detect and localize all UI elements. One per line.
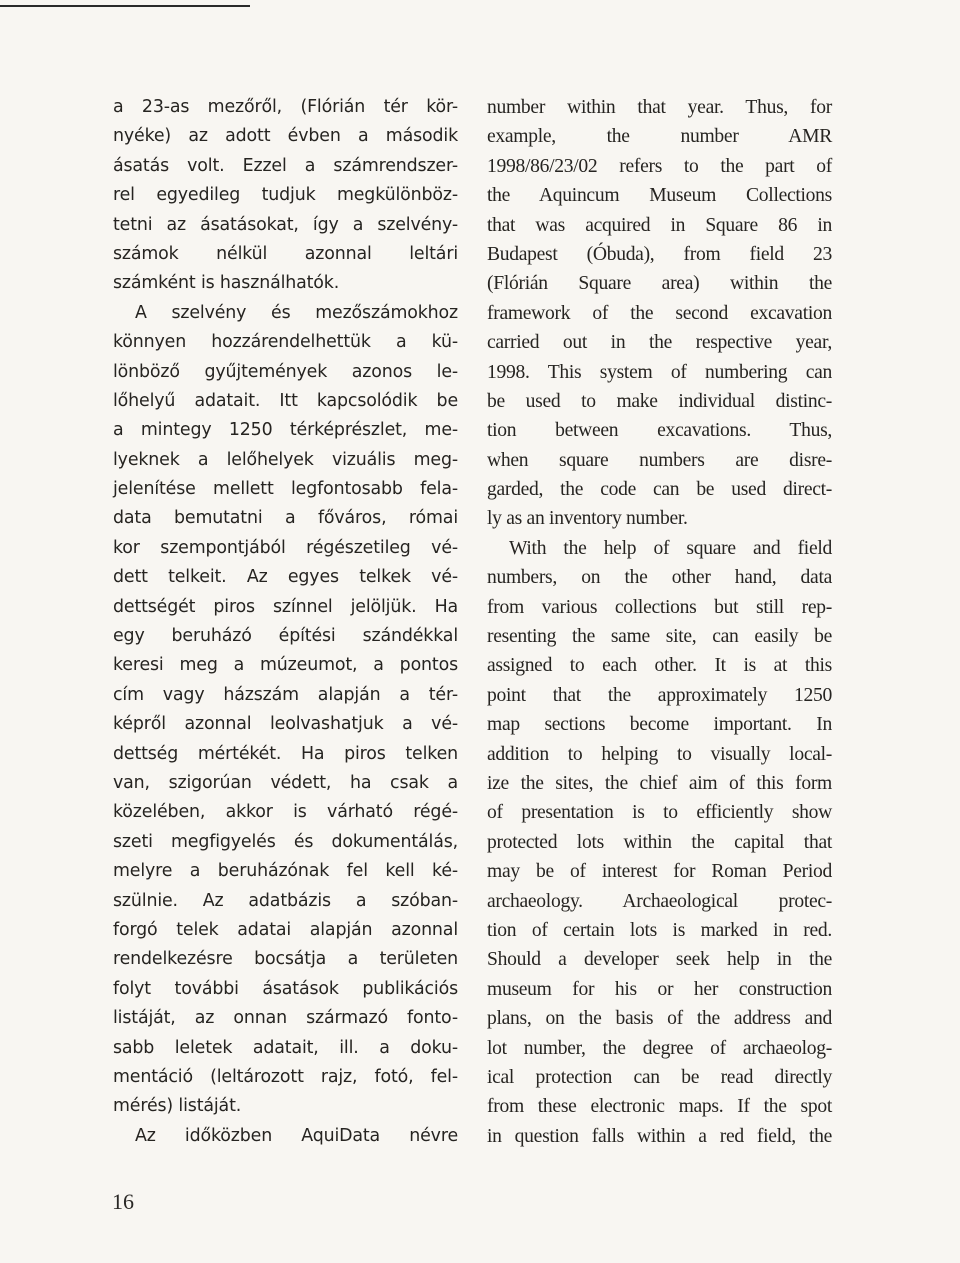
text-line: ásatás volt. Ezzel a számrendszer-	[113, 155, 458, 176]
text-line: map sections become important. In	[487, 714, 832, 736]
text-line: dettség mértékét. Ha piros telken	[113, 743, 458, 764]
hungarian-text-column	[113, 93, 458, 1151]
text-line: ize the sites, the chief aim of this form	[487, 772, 832, 794]
text-line: from these electronic maps. If the spot	[487, 1096, 832, 1118]
english-text-column	[487, 93, 832, 1151]
text-line: szülnie. Az adatbázis a szóban-	[113, 890, 458, 911]
text-line: resenting the same site, can easily be	[487, 626, 832, 648]
text-line: szeti megfigyelés és dokumentálás,	[113, 831, 458, 852]
text-line: mentáció (leltározott rajz, fotó, fel-	[113, 1066, 458, 1087]
text-line: in question falls within a red field, the	[487, 1125, 832, 1147]
text-line: be used to make individual distinc-	[487, 390, 832, 412]
text-line: 1998. This system of numbering can	[487, 361, 832, 383]
text-line: data bemutatni a főváros, római	[113, 508, 458, 529]
text-line: when square numbers are disre-	[487, 449, 832, 471]
text-line: mérés) listáját.	[113, 1096, 242, 1117]
text-line: ly as an inventory number.	[487, 508, 688, 530]
text-line: egy beruházó építési szándékkal	[113, 626, 458, 647]
text-line: számok nélkül azonnal leltári	[113, 243, 458, 264]
text-line: 1998/86/23/02 refers to the part of	[487, 155, 832, 177]
top-rule	[0, 5, 250, 7]
text-line: numbers, on the other hand, data	[487, 567, 832, 589]
text-line: tion of certain lots is marked in red.	[487, 919, 832, 941]
text-line: melyre a beruházónak fel kell ké-	[113, 861, 458, 882]
text-line: tion between excavations. Thus,	[487, 420, 832, 442]
text-line: archaeology. Archaeological protec-	[487, 890, 832, 912]
text-line: keresi meg a múzeumot, a pontos	[113, 655, 458, 676]
text-line: forgó telek adatai alapján azonnal	[113, 919, 458, 940]
text-line: közelében, akkor is várható régé-	[113, 802, 458, 823]
text-line: the Aquincum Museum Collections	[487, 185, 832, 207]
text-line: a 23-as mezőről, (Flórián tér kör-	[113, 97, 458, 117]
text-line: tetni az ásatásokat, így a szelvény-	[113, 214, 458, 235]
text-line: that was acquired in Square 86 in	[487, 214, 832, 236]
text-line: folyt további ásatások publikációs	[113, 978, 458, 999]
text-line: Budapest (Óbuda), from field 23	[487, 243, 832, 265]
text-line: Az időközben AquiData névre	[135, 1125, 458, 1146]
text-line: a mintegy 1250 térképrészlet, me-	[113, 420, 458, 441]
text-line: lyeknek a lelőhelyek vizuális meg-	[113, 449, 458, 470]
text-line: assigned to each other. It is at this	[487, 655, 832, 677]
text-line: A szelvény és mezőszámokhoz	[135, 302, 458, 323]
text-line: lot number, the degree of archaeolog-	[487, 1037, 832, 1059]
text-line: addition to helping to visually local-	[487, 743, 832, 765]
text-line: dett telkeit. Az egyes telkek vé-	[113, 567, 458, 588]
text-line: of presentation is to efficiently show	[487, 802, 832, 824]
text-line: lönböző gyűjtemények azonos le-	[113, 361, 458, 382]
text-line: lőhelyű adatait. Itt kapcsolódik be	[113, 390, 458, 411]
text-line: cím vagy házszám alapján a tér-	[113, 684, 458, 705]
text-line: number within that year. Thus, for	[487, 97, 832, 118]
text-line: könnyen hozzárendelhettük a kü-	[113, 332, 458, 353]
text-line: rel egyedileg tudjuk megkülönböz-	[113, 185, 458, 206]
text-line: ical protection can be read directly	[487, 1066, 832, 1088]
text-line: sabb leletek adatait, ill. a doku-	[113, 1037, 458, 1058]
page-number: 16	[112, 1189, 134, 1214]
text-line: listáját, az onnan származó fonto-	[113, 1008, 458, 1029]
text-line: jelenítése mellett legfontosabb fela-	[113, 479, 458, 500]
text-line: (Flórián Square area) within the	[487, 273, 832, 295]
text-line: garded, the code can be used direct-	[487, 479, 832, 501]
text-line: from various collections but still rep-	[487, 596, 832, 618]
text-line: van, szigorúan védett, ha csak a	[113, 772, 458, 793]
text-line: képről azonnal leolvashatjuk a vé-	[113, 714, 458, 735]
text-line: kor szempontjából régészetileg vé-	[113, 537, 458, 558]
text-line: carried out in the respective year,	[487, 332, 832, 354]
text-line: protected lots within the capital that	[487, 831, 832, 853]
text-line: dettségét piros színnel jelöljük. Ha	[113, 596, 458, 617]
text-line: Should a developer seek help in the	[487, 949, 832, 971]
text-line: framework of the second excavation	[487, 302, 832, 324]
text-line: számként is használhatók.	[113, 273, 340, 294]
text-line: example, the number AMR	[487, 126, 832, 148]
text-line: nyéke) az adott évben a második	[113, 126, 458, 147]
text-line: museum for his or her construction	[487, 978, 832, 1000]
text-line: rendelkezésre bocsátja a területen	[113, 949, 458, 970]
text-line: may be of interest for Roman Period	[487, 861, 832, 883]
text-line: With the help of square and field	[509, 537, 832, 559]
text-line: plans, on the basis of the address and	[487, 1008, 832, 1030]
text-line: point that the approximately 1250	[487, 684, 832, 706]
